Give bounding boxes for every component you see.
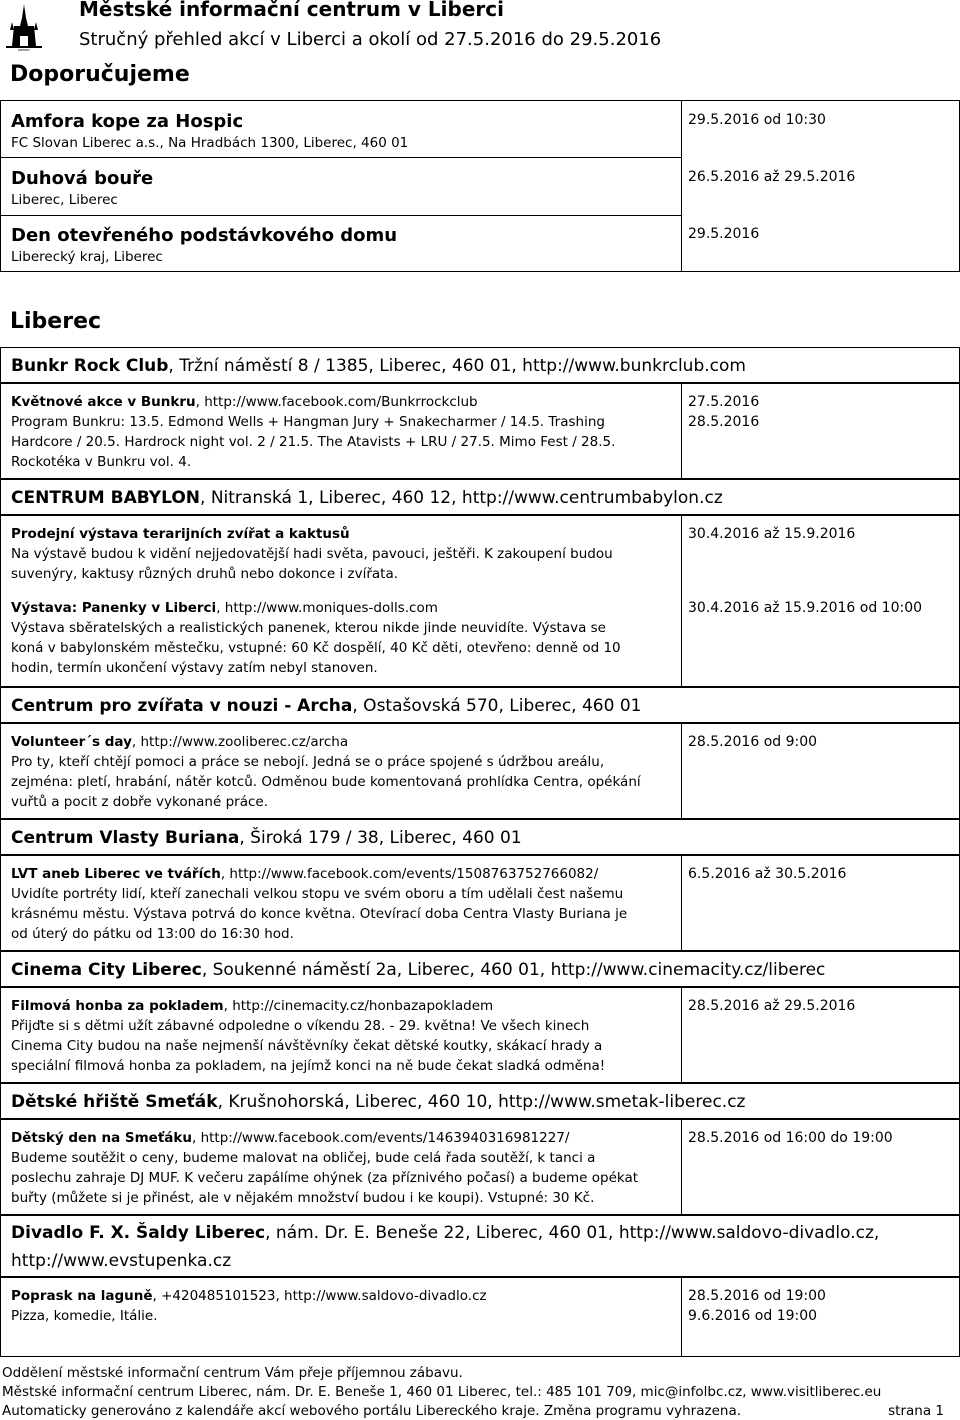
venue-address: , Soukenné náměstí 2a, Liberec, 460 01, http://www.cinemacity.cz/liberec (201, 960, 826, 980)
event-description-line: vuřtů a pocit z dobře vykonané práce. (11, 794, 268, 810)
venue-address: , Nitranská 1, Liberec, 460 12, http://www.centrumbabylon.cz (200, 488, 723, 508)
event-row (0, 515, 960, 687)
page-number: strana 1 (888, 1403, 944, 1419)
event-row (0, 383, 960, 479)
venue-address: , Široká 179 / 38, Liberec, 460 01 (239, 828, 522, 848)
venue-address: , Ostašovská 570, Liberec, 460 01 (352, 696, 642, 716)
recommended-item-location: Liberecký kraj, Liberec (11, 249, 163, 265)
event-description-line: Rockotéka v Bunkru vol. 4. (11, 454, 192, 470)
event-title[interactable]: Volunteer´s day (11, 734, 132, 750)
footer-contact: Městské informační centrum Liberec, nám. Dr. E. Beneše 1, 460 01 Liberec, tel.: 485 101 709, mic@infolbc.cz, www.visitliberec.eu (2, 1384, 882, 1400)
recommended-item-title[interactable]: Amfora kope za Hospic (11, 111, 244, 132)
venue-name[interactable]: Cinema City Liberec (11, 960, 202, 980)
page-header (0, 0, 960, 58)
footer-disclaimer: Automaticky generováno z kalendáře akcí webového portálu Libereckého kraje. Změna programu vyhrazena. (2, 1403, 742, 1419)
venue-header (0, 1083, 960, 1119)
venue-name[interactable]: Divadlo F. X. Šaldy Liberec (11, 1223, 266, 1243)
event-link[interactable]: , http://www.facebook.com/Bunkrrockclub (195, 394, 478, 410)
recommended-item-location: Liberec, Liberec (11, 192, 118, 208)
event-row (0, 855, 960, 951)
event-description-line: poslechu zahraje DJ MUF. K večeru zapálíme ohýnek (za příznivého počasí) a budeme opékat (11, 1170, 639, 1186)
event-description-line: Program Bunkru: 13.5. Edmond Wells + Hangman Jury + Snakecharmer / 14.5. Trashing (11, 414, 605, 430)
event-description-line: zejména: pletí, hrabání, nátěr kotců. Odměnou bude komentovaná prohlídka Centra, opékání (11, 774, 641, 790)
footer-greeting: Oddělení městské informační centrum Vám přeje příjemnou zábavu. (2, 1365, 463, 1381)
event-description-line: speciální filmová honba za pokladem, na jejímž konci na ně bude čekat sladká odměna! (11, 1058, 606, 1074)
event-description-line: buřty (můžete si je přinést, ale v nějakém množství budou i ke koupi). Vstupné: 30 Kč. (11, 1190, 595, 1206)
venue-header (0, 479, 960, 515)
city-heading: Liberec (10, 309, 102, 334)
event-date: 27.5.2016 (688, 394, 760, 410)
venue-name[interactable]: Centrum pro zvířata v nouzi - Archa (11, 696, 353, 716)
event-description-line: Uvidíte portréty lidí, kteří zanechali velkou stopu ve svém oboru a tím udělali čest našemu (11, 886, 624, 902)
venue-address: , Tržní náměstí 8 / 1385, Liberec, 460 01, http://www.bunkrclub.com (168, 356, 746, 376)
liberec-town-hall-logo-icon (2, 2, 46, 52)
venue-header (0, 1215, 960, 1277)
event-description-line: Hardcore / 20.5. Hardrock night vol. 2 / 21.5. The Atavists + LRU / 27.5. Mimo Fest / 28.5. (11, 434, 616, 450)
recommended-item[interactable] (11, 225, 671, 267)
svg-text:LIBEREC: LIBEREC (17, 48, 31, 52)
event-row (0, 723, 960, 819)
recommended-item-title[interactable]: Duhová bouře (11, 168, 154, 189)
page-footer (0, 1364, 960, 1420)
event-date: 6.5.2016 až 30.5.2016 (688, 866, 847, 882)
recommended-item-title[interactable]: Den otevřeného podstávkového domu (11, 225, 398, 246)
event-date: 28.5.2016 od 9:00 (688, 734, 818, 750)
recommended-item-date: 29.5.2016 od 10:30 (688, 112, 826, 128)
event-description-line: Budeme soutěžit o ceny, budeme malovat na obličej, bude celá řada soutěží, k tanci a (11, 1150, 596, 1166)
event-description-line: Na výstavě budou k vidění nejjedovatější hadi světa, pavouci, ještěři. K zakoupení budou (11, 546, 613, 562)
venue-address: , nám. Dr. E. Beneše 22, Liberec, 460 01, http://www.saldovo-divadlo.cz, http://www.evstupenka.cz (11, 1223, 880, 1271)
event-date: 28.5.2016 až 29.5.2016 (688, 998, 856, 1014)
event-link[interactable]: , http://www.moniques-dolls.com (216, 600, 438, 616)
event-description-line: od úterý do pátku od 13:00 do 16:30 hod. (11, 926, 294, 942)
recommended-heading: Doporučujeme (10, 62, 190, 87)
event-description-line: Cinema City budou na naše nejmenší návštěvníky čekat dětské koutky, skákací hrady a (11, 1038, 603, 1054)
page-title: Městské informační centrum v Liberci (79, 0, 504, 21)
venue-name[interactable]: Dětské hřiště Smeťák (11, 1092, 218, 1112)
venue-header (0, 951, 960, 987)
venue-address: , Krušnohorská, Liberec, 460 10, http://www.smetak-liberec.cz (217, 1092, 746, 1112)
event-date: 28.5.2016 od 19:00 (688, 1288, 826, 1304)
recommended-table (0, 100, 960, 272)
recommended-item[interactable] (11, 111, 671, 153)
event-description-line: Pro ty, kteří chtějí pomoci a práce se nebojí. Jedná se o práce spojené s údržbou areálu, (11, 754, 605, 770)
event-date: 9.6.2016 od 19:00 (688, 1308, 818, 1324)
event-title[interactable]: Výstava: Panenky v Liberci (11, 600, 217, 616)
page-subtitle: Stručný přehled akcí v Liberci a okolí od 27.5.2016 do 29.5.2016 (79, 29, 662, 50)
venue-name[interactable]: Centrum Vlasty Buriana (11, 828, 240, 848)
event-title[interactable]: Květnové akce v Bunkru (11, 394, 196, 410)
event-link[interactable]: , http://cinemacity.cz/honbazapokladem (223, 998, 494, 1014)
recommended-item[interactable] (11, 168, 671, 210)
event-description-line: koná v babylonském městečku, vstupné: 60 Kč dospělí, 40 Kč děti, otevřeno: denně od 10 (11, 640, 621, 656)
event-title[interactable]: Filmová honba za pokladem (11, 998, 224, 1014)
event-title[interactable]: LVT aneb Liberec ve tvářích (11, 866, 221, 882)
event-title[interactable]: Prodejní výstava terarijních zvířat a kaktusů (11, 526, 350, 542)
event-date: 28.5.2016 (688, 414, 760, 430)
event-date: 30.4.2016 až 15.9.2016 od 10:00 (688, 600, 923, 616)
event-link[interactable]: , http://www.zooliberec.cz/archa (131, 734, 349, 750)
event-link[interactable]: , http://www.facebook.com/events/1508763752766082/ (220, 866, 599, 882)
event-row (0, 1119, 960, 1215)
event-row (0, 1277, 960, 1357)
event-date: 30.4.2016 až 15.9.2016 (688, 526, 856, 542)
venue-header (0, 819, 960, 855)
event-link[interactable]: , +420485101523, http://www.saldovo-divadlo.cz (152, 1288, 487, 1304)
recommended-item-location: FC Slovan Liberec a.s., Na Hradbách 1300, Liberec, 460 01 (11, 135, 409, 151)
venue-name[interactable]: Bunkr Rock Club (11, 356, 169, 376)
venue-header (0, 687, 960, 723)
event-description-line: Pizza, komedie, Itálie. (11, 1308, 158, 1324)
event-description-line: hodin, termín ukončení výstavy zatím nebyl stanoven. (11, 660, 378, 676)
recommended-item-date: 29.5.2016 (688, 226, 760, 242)
event-description-line: krásnému městu. Výstava potrvá do konce května. Otevírací doba Centra Vlasty Buriana je (11, 906, 628, 922)
event-date: 28.5.2016 od 16:00 do 19:00 (688, 1130, 893, 1146)
recommended-item-date: 26.5.2016 až 29.5.2016 (688, 169, 856, 185)
event-title[interactable]: Poprask na laguně (11, 1288, 153, 1304)
event-description-line: suvenýry, kaktusy různých druhů nebo dokonce i zvířata. (11, 566, 399, 582)
event-description-line: Výstava sběratelských a realistických panenek, kterou nikde jinde neuvidíte. Výstava se (11, 620, 606, 636)
event-description-line: Přijďte si s dětmi užít zábavné odpoledne o víkendu 28. - 29. května! Ve všech kinech (11, 1018, 590, 1034)
event-link[interactable]: , http://www.facebook.com/events/1463940316981227/ (191, 1130, 570, 1146)
venue-name[interactable]: CENTRUM BABYLON (11, 488, 201, 508)
venue-header (0, 347, 960, 383)
event-row (0, 987, 960, 1083)
event-title[interactable]: Dětský den na Smeťáku (11, 1130, 192, 1146)
